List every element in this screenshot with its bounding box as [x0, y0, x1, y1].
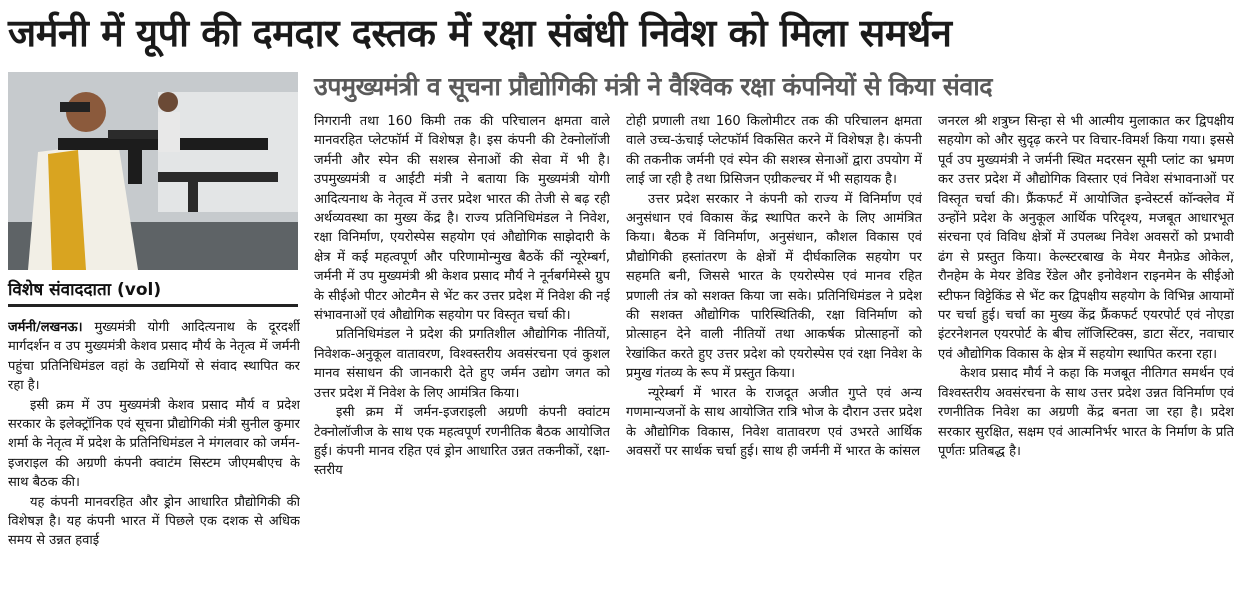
paragraph: केशव प्रसाद मौर्य ने कहा कि मजबूत नीतिगत समर्थन एवं विश्वस्तरीय अवसंरचना के साथ उत्तर प्रदेश उन्नत विनिर्माण एवं रणनीतिक निवेश का अग्रणी केंद्र बनता जा रहा है। प्रदेश सरकार सुरक्षित, सक्षम एवं आत्मनिर्भर भारत के निर्माण के प्रति पूर्णतः प्रतिबद्ध है। [938, 366, 1234, 459]
article-column-4 [938, 112, 1234, 604]
article-column-3 [626, 112, 922, 604]
byline: विशेष संवाददाता (vol) [8, 280, 162, 300]
news-photo [8, 72, 298, 270]
subheadline: उपमुख्यमंत्री व सूचना प्रौद्योगिकी मंत्री ने वैश्विक रक्षा कंपनियों से किया संवाद [314, 72, 993, 101]
article-column-2 [314, 112, 610, 604]
paragraph: टोही प्रणाली तथा 160 किलोमीटर तक की परिचालन क्षमता वाले उच्च-ऊंचाई प्लेटफॉर्म विकसित करने में विशेषज्ञ है। कंपनी की तकनीक जर्मनी एवं स्पेन की सशस्त्र सेनाओं द्वारा उपयोग में लाई जा रही है तथा प्रिसिजन एग्रीकल्चर में भी सहायक है। [626, 114, 922, 188]
paragraph: यह कंपनी मानवरहित और ड्रोन आधारित प्रौद्योगिकी की विशेषज्ञ है। यह कंपनी भारत में पिछले एक दशक से अधिक समय से उन्नत हवाई [8, 494, 300, 549]
paragraph: जनरल श्री शत्रुघ्न सिन्हा से भी आत्मीय मुलाकात कर द्विपक्षीय सहयोग को और सुदृढ़ करने पर विचार-विमर्श किया गया। इससे पूर्व उप मुख्यमंत्री ने जर्मनी स्थित मदरसन सूमी प्लांट का भ्रमण कर उत्तर प्रदेश में औद्योगिक विस्तार एवं निवेश संभावनाओं पर विस्तृत चर्चा की। फ्रैंकफर्ट में आयोजित इन्वेस्टर्स कॉन्क्लेव में उन्होंने प्रदेश के अनुकूल आर्थिक परिदृश्य, मजबूत आधारभूत संरचना एवं विविध क्षेत्रों में उपलब्ध निवेश अवसरों को प्रभावी ढंग से प्रस्तुत किया। केल्स्टरबाख के मेयर मैनफ्रेड ओकेल, रौनहेम के मेयर डेविड रेंडेल और इनोवेशन राइनमेन के सीईओ स्टीफन विट्टेकिंड से भेंट कर द्विपक्षीय सहयोग के विभिन्न आयामों पर चर्चा हुई। चर्चा का मुख्य केंद्र फ्रैंकफर्ट एयरपोर्ट एवं नोएडा इंटरनेशनल एयरपोर्ट के बीच लॉजिस्टिक्स, डाटा सेंटर, नवाचार एवं औद्योगिक विकास के क्षेत्र में सहयोग स्थापित करना रहा। [938, 114, 1234, 362]
photo-illustration [8, 72, 298, 270]
headline: जर्मनी में यूपी की दमदार दस्तक में रक्षा संबंधी निवेश को मिला समर्थन [8, 11, 952, 55]
paragraph: निगरानी तथा 160 किमी तक की परिचालन क्षमता वाले मानवरहित प्लेटफॉर्म में विशेषज्ञ है। इस कंपनी की टेक्नोलॉजी जर्मनी और स्पेन की सशस्त्र सेनाओं की सेवा में भी है। उपमुख्यमंत्री व आईटी मंत्री ने बताया कि मुख्यमंत्री योगी आदित्यनाथ के नेतृत्व में उत्तर प्रदेश भारत की तेजी से बढ़ रही अर्थव्यवस्था का मुख्य केंद्र है। राज्य प्रतिनिधिमंडल ने निवेश, रक्षा विनिर्माण, एयरोस्पेस सहयोग एवं औद्योगिक साझेदारी के क्षेत्र में कई महत्वपूर्ण और परिणामोन्मुख बैठकें कीं न्यूरेम्बर्ग, जर्मनी में उप मुख्यमंत्री श्री केशव प्रसाद मौर्य ने नूर्नबर्गमेस्से ग्रुप के सीईओ पीटर ओटमैन से भेंट कर उत्तर प्रदेश में निवेश की नई संभावनाओं एवं औद्योगिक सहयोग पर विस्तृत चर्चा की। [314, 114, 610, 324]
byline-rule [8, 304, 298, 307]
paragraph-text: मुख्यमंत्री योगी आदित्यनाथ के दूरदर्शी मार्गदर्शन व उप मुख्यमंत्री केशव प्रसाद मौर्य के नेतृत्व में जर्मनी पहुंचा प्रतिनिधिमंडल वहां के उद्यमियों से संवाद स्थापित कर रहा है। [8, 320, 300, 394]
paragraph: इसी क्रम में उप मुख्यमंत्री केशव प्रसाद मौर्य व प्रदेश सरकार के इलेक्ट्रॉनिक एवं सूचना प्रौद्योगिकी मंत्री सुनील कुमार शर्मा के नेतृत्व में प्रदेश के प्रतिनिधिमंडल ने मंगलवार को जर्मन-इजराइल की अग्रणी कंपनी क्वाटंम सिस्टम जीएमबीएच के साथ बैठक की। [8, 397, 300, 491]
paragraph: उत्तर प्रदेश सरकार ने कंपनी को राज्य में विनिर्माण एवं अनुसंधान एवं विकास केंद्र स्थापित करने के लिए आमंत्रित किया। बैठक में विनिर्माण, अनुसंधान, कौशल विकास एवं प्रौद्योगिकी हस्तांतरण के क्षेत्रों में दीर्घकालिक सहयोग पर सहमति बनी, जिससे भारत के एयरोस्पेस एवं मानव रहित प्रणाली तंत्र को सशक्त किया जा सके। प्रतिनिधिमंडल ने प्रदेश की सशक्त औद्योगिक पारिस्थितिकी, रक्षा विनिर्माण को प्रोत्साहन देने वाली नीतियों तथा आकर्षक प्रोत्साहनों को रेखांकित करते हुए उत्तर प्रदेश को एयरोस्पेस एवं रक्षा निवेश के प्रमुख गंतव्य के रूप में प्रस्तुत किया। [626, 191, 922, 382]
paragraph: इसी क्रम में जर्मन-इजराइली अग्रणी कंपनी क्वांटम टेक्नोलॉजीज के साथ एक महत्वपूर्ण रणनीतिक बैठक आयोजित हुई। कंपनी मानव रहित एवं ड्रोन आधारित उन्नत तकनीकों, रक्षा-स्तरीय [314, 405, 610, 479]
paragraph: प्रतिनिधिमंडल ने प्रदेश की प्रगतिशील औद्योगिक नीतियों, निवेशक-अनुकूल वातावरण, विश्वस्तरीय अवसंरचना एवं कुशल मानव संसाधन की जानकारी देते हुए जर्मन उद्योग जगत को उत्तर प्रदेश में निवेश के लिए आमंत्रित किया। [314, 327, 610, 401]
paragraph [8, 318, 300, 396]
dateline: जर्मनी/लखनऊ। [8, 320, 83, 335]
paragraph: न्यूरेम्बर्ग में भारत के राजदूत अजीत गुप्ते एवं अन्य गणमान्यजनों के साथ आयोजित रात्रि भोज के दौरान उत्तर प्रदेश के औद्योगिक विकास, निवेश वातावरण एवं उभरते आर्थिक अवसरों पर सार्थक चर्चा हुई। साथ ही जर्मनी में भारत के कांसल [626, 385, 922, 459]
article-column-1 [8, 318, 300, 604]
